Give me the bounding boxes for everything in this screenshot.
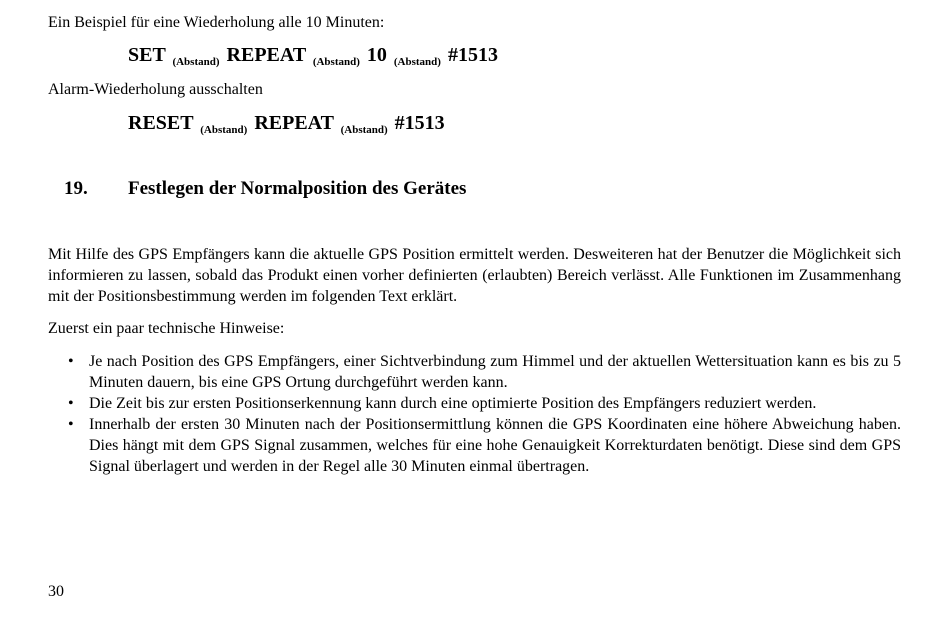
cmd-word: 10 — [366, 44, 387, 66]
command-set-repeat — [128, 44, 498, 67]
cmd-spacer: (Abstand) — [200, 124, 248, 136]
list-item-text: Die Zeit bis zur ersten Positionserkennung kann durch eine optimierte Position des Empfängers reduziert werden. — [89, 395, 817, 412]
paragraph-notes-lead: Zuerst ein paar technische Hinweise: — [48, 320, 285, 337]
bullet-icon: • — [68, 353, 74, 370]
technical-notes-list — [48, 351, 901, 477]
paragraph-intro: Mit Hilfe des GPS Empfängers kann die aktuelle GPS Position ermittelt werden. Desweiteren hat der Benutzer die Möglichkeit sich informieren zu lassen, sobald das Produkt einen vorher definierten (erlaubten) Bereich verlässt. Alle Funktionen im Zusammenhang mit der Positionsbestimmung werden im folgenden Text erklärt. — [48, 246, 901, 305]
list-item — [48, 393, 901, 414]
cmd-word: #1513 — [394, 112, 445, 134]
cmd-word: SET — [128, 44, 166, 66]
command-reset-repeat — [128, 112, 445, 135]
list-item-text: Innerhalb der ersten 30 Minuten nach der Positionsermittlung können die GPS Koordinaten eine höhere Abweichung haben. Dies hängt mit dem GPS Signal zusammen, welches für eine hohe Genauigkeit Korrekturdaten benötigt. Diese sind dem GPS Signal überlagert und werden in der Regel alle 30 Minuten einmal übertragen. — [89, 416, 901, 475]
section-number: 19. — [64, 178, 88, 199]
cmd-spacer: (Abstand) — [393, 56, 441, 68]
bullet-icon: • — [68, 395, 74, 412]
cmd-spacer: (Abstand) — [172, 56, 220, 68]
list-item — [48, 351, 901, 393]
intro-line: Ein Beispiel für eine Wiederholung alle 10 Minuten: — [48, 14, 385, 31]
reset-line: Alarm-Wiederholung ausschalten — [48, 81, 263, 98]
list-item — [48, 414, 901, 477]
list-item-text: Je nach Position des GPS Empfängers, einer Sichtverbindung zum Himmel und der aktuellen Wettersituation kann es bis zu 5 Minuten dauern, bis eine GPS Ortung durchgeführt werden kann. — [89, 353, 901, 391]
cmd-word: RESET — [128, 112, 194, 134]
cmd-word: REPEAT — [226, 44, 306, 66]
page-number: 30 — [48, 583, 64, 600]
bullet-icon: • — [68, 416, 74, 433]
cmd-word: #1513 — [447, 44, 498, 66]
section-title: Festlegen der Normalposition des Gerätes — [128, 178, 467, 199]
cmd-word: REPEAT — [254, 112, 334, 134]
cmd-spacer: (Abstand) — [312, 56, 360, 68]
cmd-spacer: (Abstand) — [340, 124, 388, 136]
